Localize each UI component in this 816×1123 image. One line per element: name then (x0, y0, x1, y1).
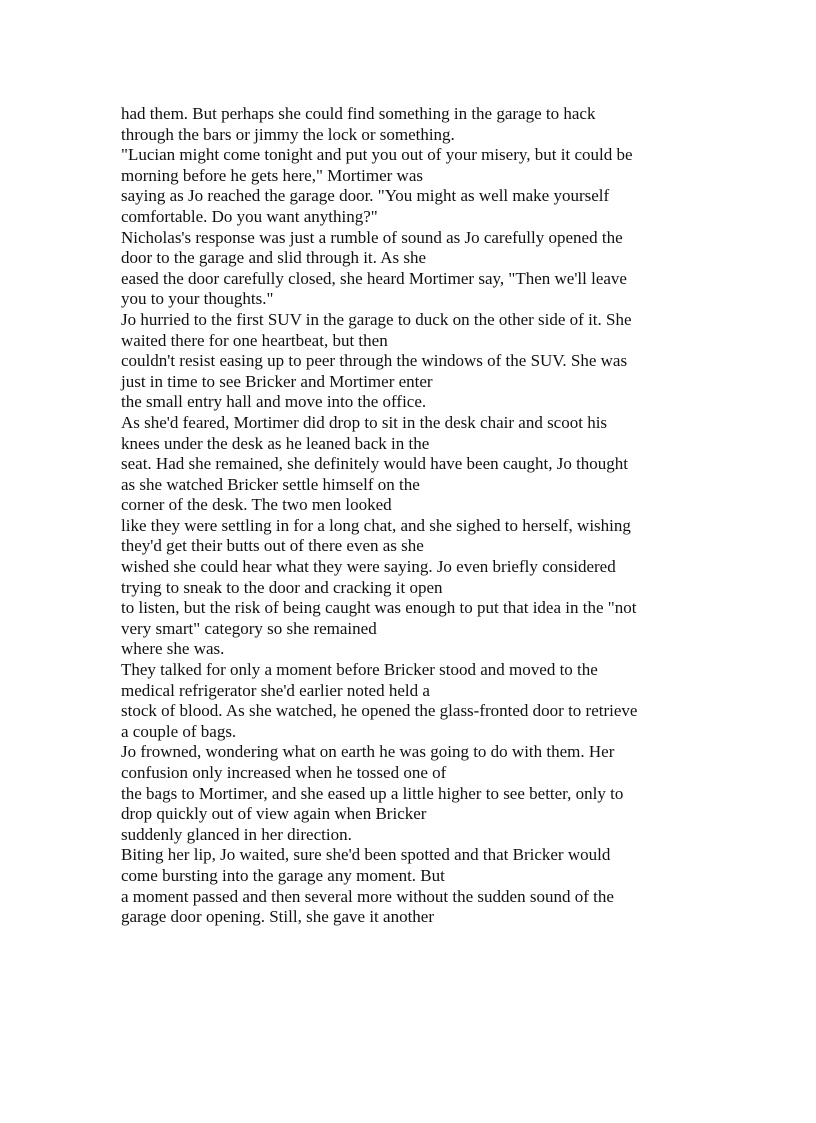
text-line: medical refrigerator she'd earlier noted held a (121, 680, 430, 700)
text-line: eased the door carefully closed, she heard Mortimer say, "Then we'll leave (121, 268, 627, 288)
text-line: through the bars or jimmy the lock or something. (121, 124, 455, 144)
text-line: trying to sneak to the door and cracking it open (121, 577, 443, 597)
text-line: the bags to Mortimer, and she eased up a little higher to see better, only to (121, 783, 624, 803)
text-line: just in time to see Bricker and Mortimer enter (121, 371, 433, 391)
text-line: confusion only increased when he tossed one of (121, 763, 447, 782)
text-line: like they were settling in for a long chat, and she sighed to herself, wishing (121, 515, 631, 535)
text-line: to listen, but the risk of being caught was enough to put that idea in the "not (121, 598, 637, 618)
text-line: corner of the desk. The two men looked (121, 495, 392, 515)
text-line: door to the garage and slid through it. As she (121, 248, 427, 268)
text-line: very smart" category so she remained (121, 618, 377, 638)
text-line: a couple of bags. (121, 721, 237, 741)
text-line: wished she could hear what they were saying. Jo even briefly considered (121, 557, 616, 577)
text-line: Jo frowned, wondering what on earth he was going to do with them. Her (121, 742, 615, 762)
text-line: had them. But perhaps she could find something in the garage to hack (121, 104, 596, 123)
text-line: As she'd feared, Mortimer did drop to sit in the desk chair and scoot his (121, 412, 608, 432)
text-line: knees under the desk as he leaned back in the (121, 433, 430, 453)
text-line: as she watched Bricker settle himself on the (121, 474, 420, 494)
text-line: comfortable. Do you want anything?" (121, 206, 378, 226)
text-line: Biting her lip, Jo waited, sure she'd been spotted and that Bricker would (121, 845, 611, 865)
text-line: you to your thoughts." (121, 289, 274, 309)
body-text (121, 104, 701, 928)
text-line: stock of blood. As she watched, he opened the glass-fronted door to retrieve (121, 701, 638, 721)
text-line: garage door opening. Still, she gave it another (121, 907, 434, 927)
text-line: seat. Had she remained, she definitely would have been caught, Jo thought (121, 454, 629, 474)
text-line: they'd get their butts out of there even as she (121, 536, 424, 556)
text-line: Nicholas's response was just a rumble of sound as Jo carefully opened the (121, 227, 623, 247)
text-line: They talked for only a moment before Bricker stood and moved to the (121, 660, 598, 680)
text-line: where she was. (121, 639, 225, 659)
text-line: Jo hurried to the first SUV in the garage to duck on the other side of it. She (121, 309, 632, 329)
text-line: saying as Jo reached the garage door. "You might as well make yourself (121, 186, 610, 206)
text-line: come bursting into the garage any moment. But (121, 865, 445, 885)
text-line: waited there for one heartbeat, but then (121, 330, 388, 350)
text-line: suddenly glanced in her direction. (121, 824, 352, 844)
text-line: couldn't resist easing up to peer through the windows of the SUV. She was (121, 351, 628, 371)
text-line: morning before he gets here," Mortimer was (121, 165, 423, 185)
text-line: "Lucian might come tonight and put you out of your misery, but it could be (121, 145, 633, 165)
text-line: drop quickly out of view again when Bricker (121, 804, 427, 824)
text-line: the small entry hall and move into the office. (121, 392, 427, 412)
text-line: a moment passed and then several more without the sudden sound of the (121, 886, 614, 906)
